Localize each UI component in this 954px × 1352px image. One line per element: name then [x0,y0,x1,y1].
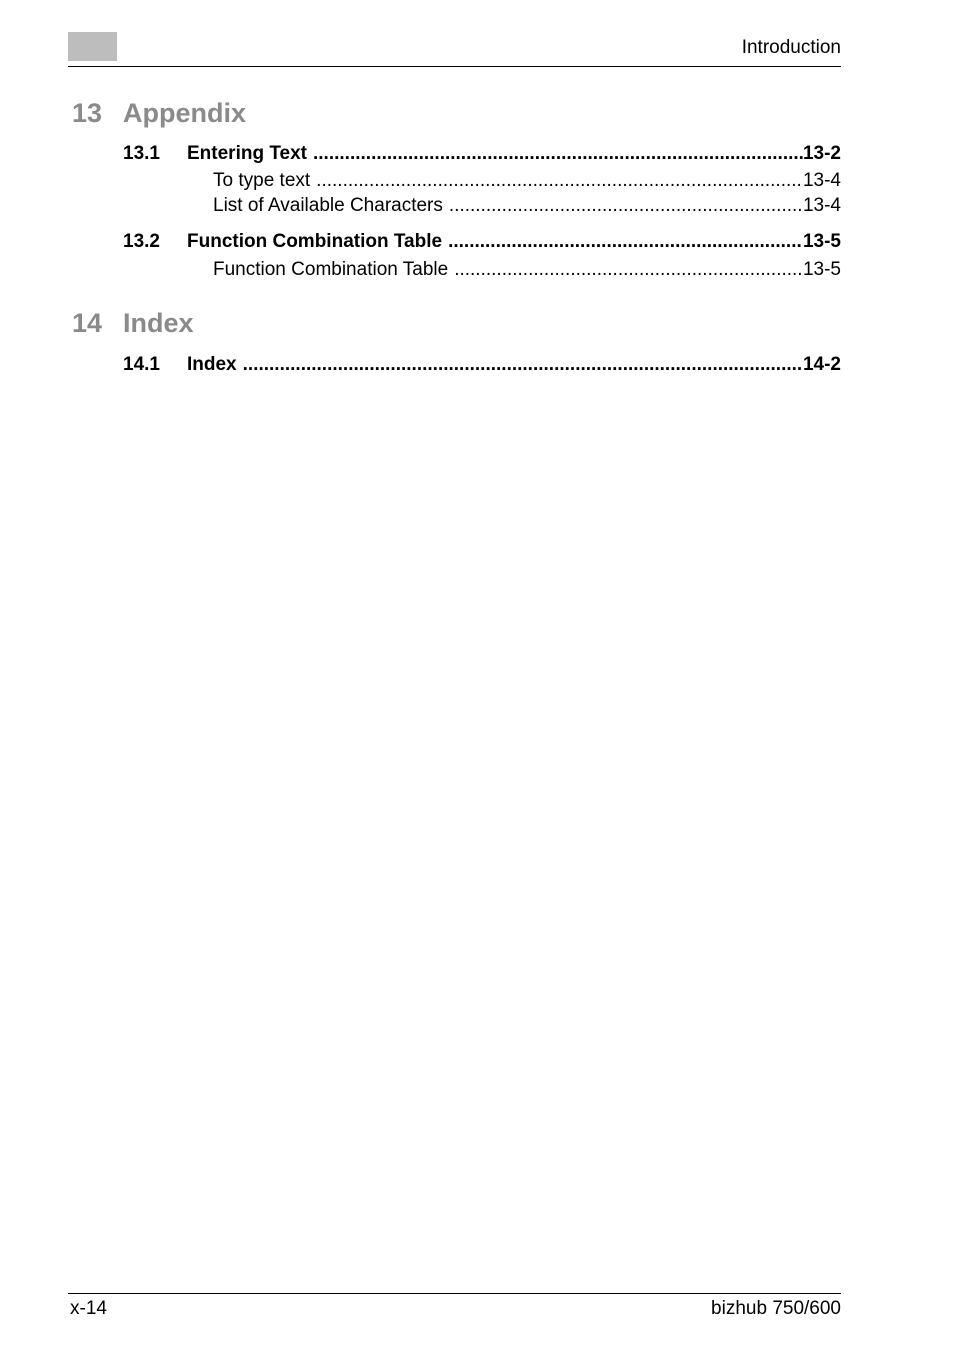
chapter-heading-14 [72,308,194,339]
section-title: Index [187,354,237,375]
footer-page-number: x-14 [70,1298,107,1319]
dot-leader [448,231,803,253]
subsection-title: List of Available Characters [213,195,443,216]
chapter-number: 13 [72,98,103,128]
toc-subentry[interactable] [213,259,841,281]
page-ref: 13-5 [802,259,841,280]
toc-subentry[interactable] [213,170,841,192]
dot-leader [454,259,803,281]
page-ref: 14-2 [802,354,841,375]
header-title: Introduction [741,37,841,58]
section-number: 13.2 [123,231,160,252]
header-divider [68,66,841,67]
dot-leader [449,195,803,217]
toc-entry-13-1[interactable] [123,143,841,165]
page-ref: 13-5 [802,231,841,252]
header-tab-marker [68,32,117,61]
section-title: Function Combination Table [187,231,443,252]
section-number: 14.1 [123,354,160,375]
dot-leader [313,143,803,165]
chapter-title: Index [123,308,194,338]
subsection-title: Function Combination Table [213,259,449,280]
toc-subentry[interactable] [213,195,841,217]
footer-product-name: bizhub 750/600 [711,1298,841,1319]
chapter-number: 14 [72,308,103,338]
section-title: Entering Text [187,143,307,164]
toc-entry-13-2[interactable] [123,231,841,253]
chapter-heading-13 [72,98,246,129]
toc-entry-14-1[interactable] [123,354,841,376]
footer-divider [68,1293,841,1294]
dot-leader [316,170,803,192]
page-ref: 13-4 [802,195,841,216]
section-number: 13.1 [123,143,160,164]
dot-leader [243,354,803,376]
chapter-title: Appendix [123,98,247,128]
page-ref: 13-2 [802,143,841,164]
subsection-title: To type text [213,170,311,191]
page-ref: 13-4 [802,170,841,191]
